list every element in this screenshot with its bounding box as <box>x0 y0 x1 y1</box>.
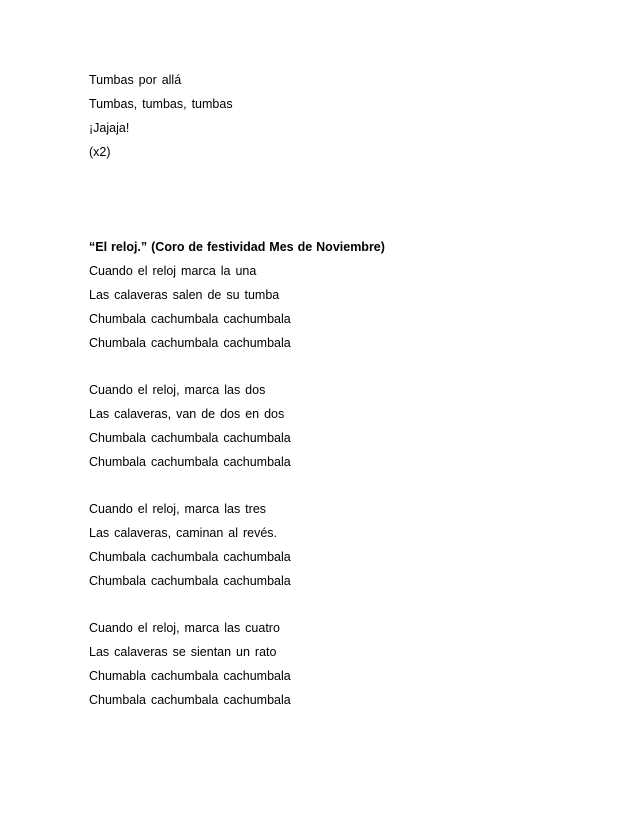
intro-line: Tumbas, tumbas, tumbas <box>89 97 233 111</box>
lyric-line: Las calaveras, van de dos en dos <box>89 407 285 421</box>
lyric-line: Chumbala cachumbala cachumbala <box>89 336 291 350</box>
lyric-line: Las calaveras se sientan un rato <box>89 645 277 659</box>
lyric-line: Chumabla cachumbala cachumbala <box>89 669 291 683</box>
song-title: “El reloj.” (Coro de festividad Mes de Noviembre) <box>89 240 385 254</box>
lyric-line: Chumbala cachumbala cachumbala <box>89 574 291 588</box>
lyric-line: Chumbala cachumbala cachumbala <box>89 455 291 469</box>
lyric-line: Chumbala cachumbala cachumbala <box>89 550 291 564</box>
intro-line: (x2) <box>89 145 111 159</box>
intro-line: ¡Jajaja! <box>89 121 130 135</box>
intro-line: Tumbas por allá <box>89 73 182 87</box>
lyric-line: Chumbala cachumbala cachumbala <box>89 693 291 707</box>
lyric-line: Cuando el reloj, marca las tres <box>89 502 267 516</box>
lyric-line: Chumbala cachumbala cachumbala <box>89 312 291 326</box>
lyric-line: Cuando el reloj marca la una <box>89 264 257 278</box>
lyric-line: Las calaveras salen de su tumba <box>89 288 280 302</box>
lyric-line: Cuando el reloj, marca las cuatro <box>89 621 280 635</box>
lyric-line: Cuando el reloj, marca las dos <box>89 383 266 397</box>
lyric-line: Las calaveras, caminan al revés. <box>89 526 278 540</box>
lyric-line: Chumbala cachumbala cachumbala <box>89 431 291 445</box>
